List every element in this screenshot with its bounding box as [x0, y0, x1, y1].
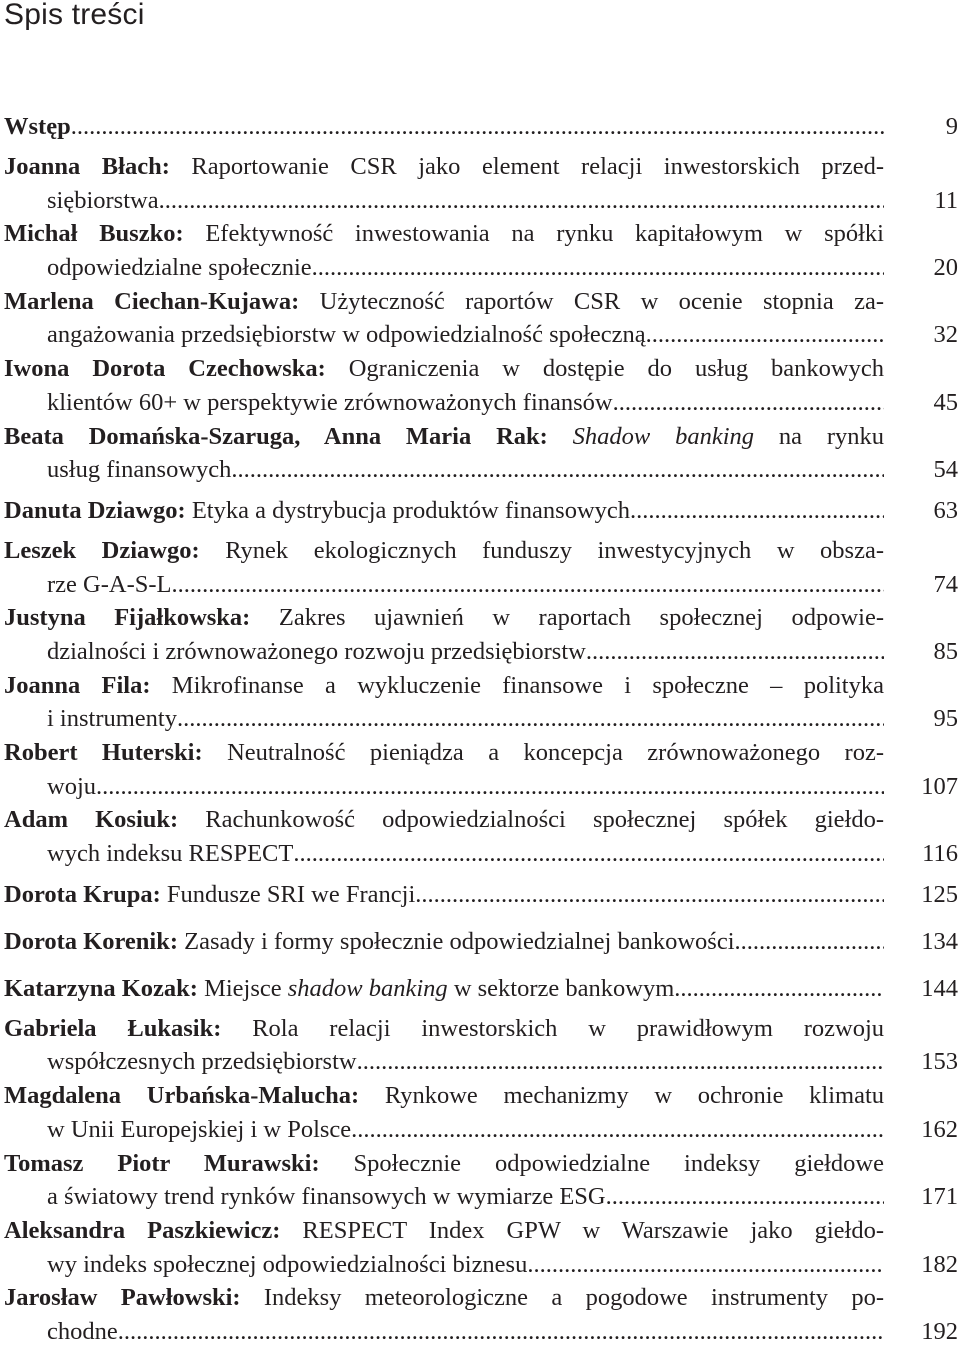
toc-entry-title-continued: odpowiedzialne społecznie	[47, 254, 312, 282]
toc-page-number: 11	[934, 186, 958, 214]
toc-entry-text	[4, 1012, 884, 1079]
dot-leader	[630, 487, 884, 534]
toc-entry-line	[4, 1315, 884, 1349]
toc-entry-line	[4, 1214, 884, 1248]
toc-entry-line	[4, 285, 884, 319]
toc-entry-title: Zakres ujawnień w raportach społecznej odpowie-	[250, 604, 884, 632]
toc-entry[interactable]	[4, 487, 958, 534]
toc-entry-author: Marlena Ciechan-Kujawa:	[4, 287, 300, 315]
toc-entry-text	[4, 534, 884, 601]
table-of-contents	[4, 103, 958, 1349]
toc-entry-title-continued: chodne	[47, 1317, 118, 1345]
toc-entry-title-group	[4, 965, 674, 1012]
toc-entry-line	[4, 1147, 884, 1181]
toc-entry-author: Danuta Dziawgo:	[4, 496, 186, 524]
toc-entry-text	[4, 1147, 884, 1214]
toc-page-number: 32	[933, 321, 958, 349]
toc-page-number: 107	[921, 772, 958, 800]
toc-entry-title: Etyka a dystrybucja produktów finansowych	[185, 496, 631, 524]
toc-entry-line	[4, 918, 884, 965]
toc-page-number: 63	[933, 496, 958, 524]
toc-entry-title	[548, 423, 573, 450]
toc-page-number: 144	[921, 974, 958, 1002]
toc-page-number: 116	[922, 840, 958, 868]
toc-page-number: 45	[933, 388, 958, 416]
toc-entry-text	[4, 918, 884, 965]
toc-entry-title: Raportowanie CSR jako element relacji inwestorskich przed-	[169, 153, 884, 180]
toc-entry-text	[4, 487, 884, 534]
dot-leader	[415, 871, 884, 918]
toc-entry-line	[4, 702, 884, 736]
toc-entry-text	[4, 736, 884, 803]
toc-entry-line	[4, 770, 884, 804]
toc-entry-line	[4, 420, 884, 454]
toc-entry-title-continued: a światowy trend rynków finansowych w wymiarze ESG	[47, 1183, 606, 1211]
toc-entry-title-continued: współczesnych przedsiębiorstw	[47, 1048, 357, 1076]
toc-entry-text	[4, 217, 884, 284]
toc-page-number: 9	[945, 113, 958, 140]
toc-entry-line	[4, 669, 884, 703]
toc-entry-title: Rachunkowość odpowiedzialności społecznej spółek giełdo-	[178, 806, 884, 834]
toc-entry-title: Fundusze SRI we Francji	[160, 880, 416, 908]
toc-entry-title-continued: klientów 60+ w perspektywie zrównoważonych finansów	[47, 388, 613, 416]
toc-entry[interactable]	[4, 965, 958, 1012]
toc-entry-line	[4, 487, 884, 534]
toc-entry-author: Dorota Krupa:	[4, 880, 161, 908]
dot-leader	[613, 386, 884, 420]
toc-entry-text	[4, 1214, 884, 1281]
toc-entry-line	[4, 1281, 884, 1315]
toc-page-number: 134	[921, 927, 958, 955]
toc-entry-line	[4, 1079, 884, 1113]
toc-entry-title: Rynek ekologicznych funduszy inwestycyjnych w obsza-	[199, 536, 884, 564]
toc-entry[interactable]	[4, 736, 958, 803]
toc-entry-line	[4, 1045, 884, 1079]
toc-entry[interactable]	[4, 1079, 958, 1146]
toc-page-number: 192	[921, 1317, 958, 1345]
toc-page-number: 95	[933, 705, 958, 733]
toc-page-number: 162	[921, 1115, 958, 1143]
toc-entry-line	[4, 568, 884, 602]
toc-entry-author: Joanna Błach:	[4, 153, 170, 180]
toc-entry[interactable]	[4, 803, 958, 870]
toc-entry-author: Tomasz Piotr Murawski:	[4, 1149, 320, 1177]
toc-entry-author: Dorota Korenik:	[4, 927, 178, 955]
toc-entry-line	[4, 386, 884, 420]
dot-leader	[159, 184, 884, 218]
toc-entry-line	[4, 965, 884, 1012]
toc-entry[interactable]	[4, 918, 958, 965]
toc-page-number: 153	[921, 1048, 958, 1076]
toc-entry-author: Magdalena Urbańska-Malucha:	[4, 1082, 360, 1110]
dot-leader	[586, 635, 884, 669]
toc-entry-title-continued: dzialności i zrównoważonego rozwoju przedsiębiorstw	[47, 637, 586, 665]
toc-entry-line	[4, 318, 884, 352]
toc-entry-title: w sektorze bankowym	[447, 974, 675, 1002]
toc-entry-title: Użyteczność raportów CSR w ocenie stopnia za-	[299, 287, 884, 315]
toc-entry-title-continued: wy indeks społecznej odpowiedzialności biznesu	[47, 1250, 528, 1278]
toc-entry-title: Neutralność pieniądza a koncepcja zrównoważonego roz-	[202, 739, 884, 766]
toc-entry-author: Joanna Fila:	[4, 671, 151, 699]
dot-leader	[312, 251, 884, 285]
toc-entry-line	[4, 352, 884, 386]
toc-entry-title: Zasady i formy społecznie odpowiedzialnej bankowości	[178, 927, 735, 955]
toc-entry-title-continued: rze G-A-S-L	[47, 570, 172, 598]
toc-entry-line	[4, 1248, 884, 1282]
toc-entry-title-group	[4, 487, 630, 534]
toc-entry-title-continued: siębiorstwa	[47, 186, 159, 214]
toc-entry-line	[4, 534, 884, 568]
toc-entry-title: na rynku	[754, 422, 884, 450]
toc-entry-title: Indeksy meteorologiczne a pogodowe instrumenty po-	[240, 1284, 884, 1312]
toc-entry-line	[4, 1113, 884, 1147]
dot-leader	[674, 965, 884, 1012]
toc-entry-line	[4, 1012, 884, 1046]
toc-entry-line	[4, 1180, 884, 1214]
toc-page-number: 171	[921, 1183, 958, 1211]
toc-entry-title-continued: i instrumenty	[47, 705, 177, 733]
toc-entry-text	[4, 420, 884, 487]
toc-entry-text	[4, 1079, 884, 1146]
toc-entry-line	[4, 601, 884, 635]
toc-entry-title-continued: usług finansowych	[47, 456, 232, 484]
toc-entry-title-group	[4, 918, 735, 965]
dot-leader	[96, 770, 884, 804]
toc-page-number: 74	[933, 570, 958, 598]
dot-leader	[527, 1248, 884, 1282]
toc-page-number: 54	[933, 456, 958, 484]
toc-entry-text	[4, 871, 884, 918]
dot-leader	[606, 1180, 884, 1214]
toc-entry-line	[4, 150, 884, 184]
toc-entry-text	[4, 669, 884, 736]
dot-leader	[293, 837, 884, 871]
toc-entry[interactable]	[4, 1012, 958, 1079]
dot-leader	[735, 918, 884, 965]
toc-entry-author: Gabriela Łukasik:	[4, 1014, 222, 1042]
dot-leader	[351, 1113, 884, 1147]
toc-entry[interactable]	[4, 150, 958, 217]
toc-entry-line	[4, 251, 884, 285]
toc-entry-author: Michał Buszko:	[4, 220, 184, 248]
toc-page-number: 182	[921, 1250, 958, 1278]
toc-entry-title-italic: shadow banking	[287, 974, 448, 1002]
toc-entry[interactable]	[4, 871, 958, 918]
toc-entry-text	[4, 352, 884, 419]
toc-entry-text	[4, 601, 884, 668]
toc-entry-line	[4, 736, 884, 770]
dot-leader	[177, 702, 884, 736]
dot-leader	[118, 1315, 884, 1349]
toc-entry-title: Efektywność inwestowania na rynku kapitałowym w spółki	[183, 220, 884, 248]
toc-entry-line	[4, 217, 884, 251]
toc-entry-title-continued: angażowania przedsiębiorstw w odpowiedzialność społeczną	[47, 321, 646, 349]
toc-entry-title-continued: wych indeksu RESPECT	[47, 840, 294, 868]
toc-entry-title-group	[4, 871, 415, 918]
toc-entry[interactable]	[4, 420, 958, 487]
toc-entry[interactable]	[4, 1281, 958, 1348]
dot-leader	[231, 453, 884, 487]
toc-entry-line	[4, 837, 884, 871]
toc-entry-author: Jarosław Pawłowski:	[4, 1284, 241, 1312]
toc-entry-title-italic: Shadow banking	[572, 422, 755, 450]
toc-entry-author: Adam Kosiuk:	[4, 806, 179, 834]
toc-entry[interactable]	[4, 669, 958, 736]
toc-entry[interactable]	[4, 1214, 958, 1281]
toc-entry-title: Społecznie odpowiedzialne indeksy giełdowe	[319, 1149, 884, 1177]
toc-entry[interactable]	[4, 352, 958, 419]
toc-entry-title: Mikrofinanse a wykluczenie finansowe i społeczne – polityka	[150, 671, 884, 699]
toc-entry-line	[4, 635, 884, 669]
toc-entry-title: Rynkowe mechanizmy w ochronie klimatu	[359, 1082, 884, 1110]
toc-entry-text	[4, 965, 884, 1012]
toc-entry-text	[4, 285, 884, 352]
toc-page-number: 125	[921, 880, 958, 908]
toc-entry-author: Iwona Dorota Czechowska:	[4, 355, 326, 383]
toc-entry-text	[4, 1281, 884, 1348]
toc-entry-title: Wstęp	[4, 113, 71, 140]
toc-entry[interactable]	[4, 1147, 958, 1214]
toc-entry[interactable]	[4, 285, 958, 352]
toc-entry-author: Aleksandra Paszkiewicz:	[4, 1216, 281, 1244]
toc-entry[interactable]	[4, 534, 958, 601]
toc-entry-line	[4, 803, 884, 837]
toc-page-number: 20	[933, 254, 958, 282]
toc-entry-author: Justyna Fijałkowska:	[4, 604, 251, 632]
dot-leader	[172, 568, 885, 602]
page-title: Spis treści	[4, 0, 145, 31]
toc-entry-text	[4, 150, 884, 217]
toc-entry-author: Katarzyna Kozak:	[4, 974, 198, 1002]
toc-entry-title-continued: woju	[47, 772, 96, 800]
toc-entry-line	[4, 871, 884, 918]
toc-entry-text	[4, 803, 884, 870]
toc-entry-title: RESPECT Index GPW w Warszawie jako giełdo-	[280, 1216, 885, 1244]
dot-leader	[71, 103, 884, 150]
toc-entry-title: Miejsce	[197, 974, 288, 1002]
toc-entry[interactable]	[4, 601, 958, 668]
toc-entry-title: Ograniczenia w dostępie do usług bankowych	[325, 355, 884, 383]
toc-entry-intro[interactable]	[4, 103, 958, 150]
toc-entry[interactable]	[4, 217, 958, 284]
toc-entry-title-continued: w Unii Europejskiej i w Polsce	[47, 1115, 352, 1143]
toc-page-number: 85	[933, 637, 958, 665]
toc-entry-author: Beata Domańska-Szaruga, Anna Maria Rak:	[4, 422, 548, 450]
dot-leader	[646, 318, 884, 352]
toc-entry-title: Rola relacji inwestorskich w prawidłowym rozwoju	[221, 1014, 884, 1042]
dot-leader	[357, 1045, 884, 1079]
toc-entry-line	[4, 453, 884, 487]
toc-entry-line	[4, 184, 884, 218]
toc-entry-author: Leszek Dziawgo:	[4, 536, 200, 564]
toc-entry-author: Robert Huterski:	[4, 739, 203, 766]
